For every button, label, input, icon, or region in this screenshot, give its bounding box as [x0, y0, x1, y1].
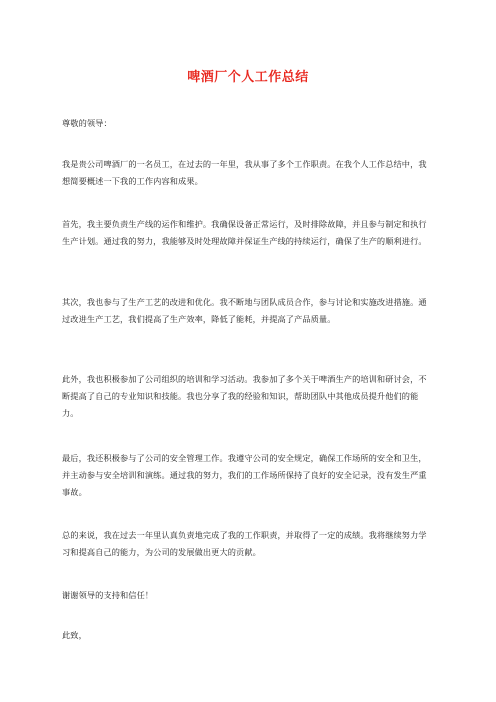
paragraph-summary: 总的来说，我在过去一年里认真负责地完成了我的工作职责，并取得了一定的成绩。我将继续努力学习和提高自己的能力，为公司的发展做出更大的贡献。 — [62, 530, 427, 557]
paragraph-training: 此外，我也积极参加了公司组织的培训和学习活动。我参加了多个关于啤酒生产的培训和研讨会，不断提高了自己的专业知识和技能。我也分享了我的经验和知识，帮助团队中其他成员提升他们的能力。 — [62, 374, 427, 418]
paragraph-intro: 我是贵公司啤酒厂的一名员工，在过去的一年里，我从事了多个工作职责。在我个人工作总结中，我想简要概述一下我的工作内容和成果。 — [62, 159, 427, 186]
paragraph-safety: 最后，我还积极参与了公司的安全管理工作。我遵守公司的安全规定，确保工作场所的安全和卫生，并主动参与安全培训和演练。通过我的努力，我们的工作场所保持了良好的安全记录，没有发生严重事故。 — [62, 453, 427, 497]
closing-line: 此致， — [62, 630, 87, 640]
paragraph-production-line: 首先，我主要负责生产线的运作和维护。我确保设备正常运行，及时排除故障，并且参与制定和执行生产计划。通过我的努力，我能够及时处理故障并保证生产线的持续运行，确保了生产的顺利进行。 — [62, 219, 427, 246]
document-title: 啤酒厂个人工作总结 — [187, 70, 309, 85]
salutation: 尊敬的领导： — [62, 118, 112, 128]
paragraph-process-improvement: 其次，我也参与了生产工艺的改进和优化。我不断地与团队成员合作，参与讨论和实施改进措施。通过改进生产工艺，我们提高了生产效率，降低了能耗，并提高了产品质量。 — [62, 297, 427, 324]
thanks-line: 谢谢领导的支持和信任！ — [62, 590, 154, 600]
